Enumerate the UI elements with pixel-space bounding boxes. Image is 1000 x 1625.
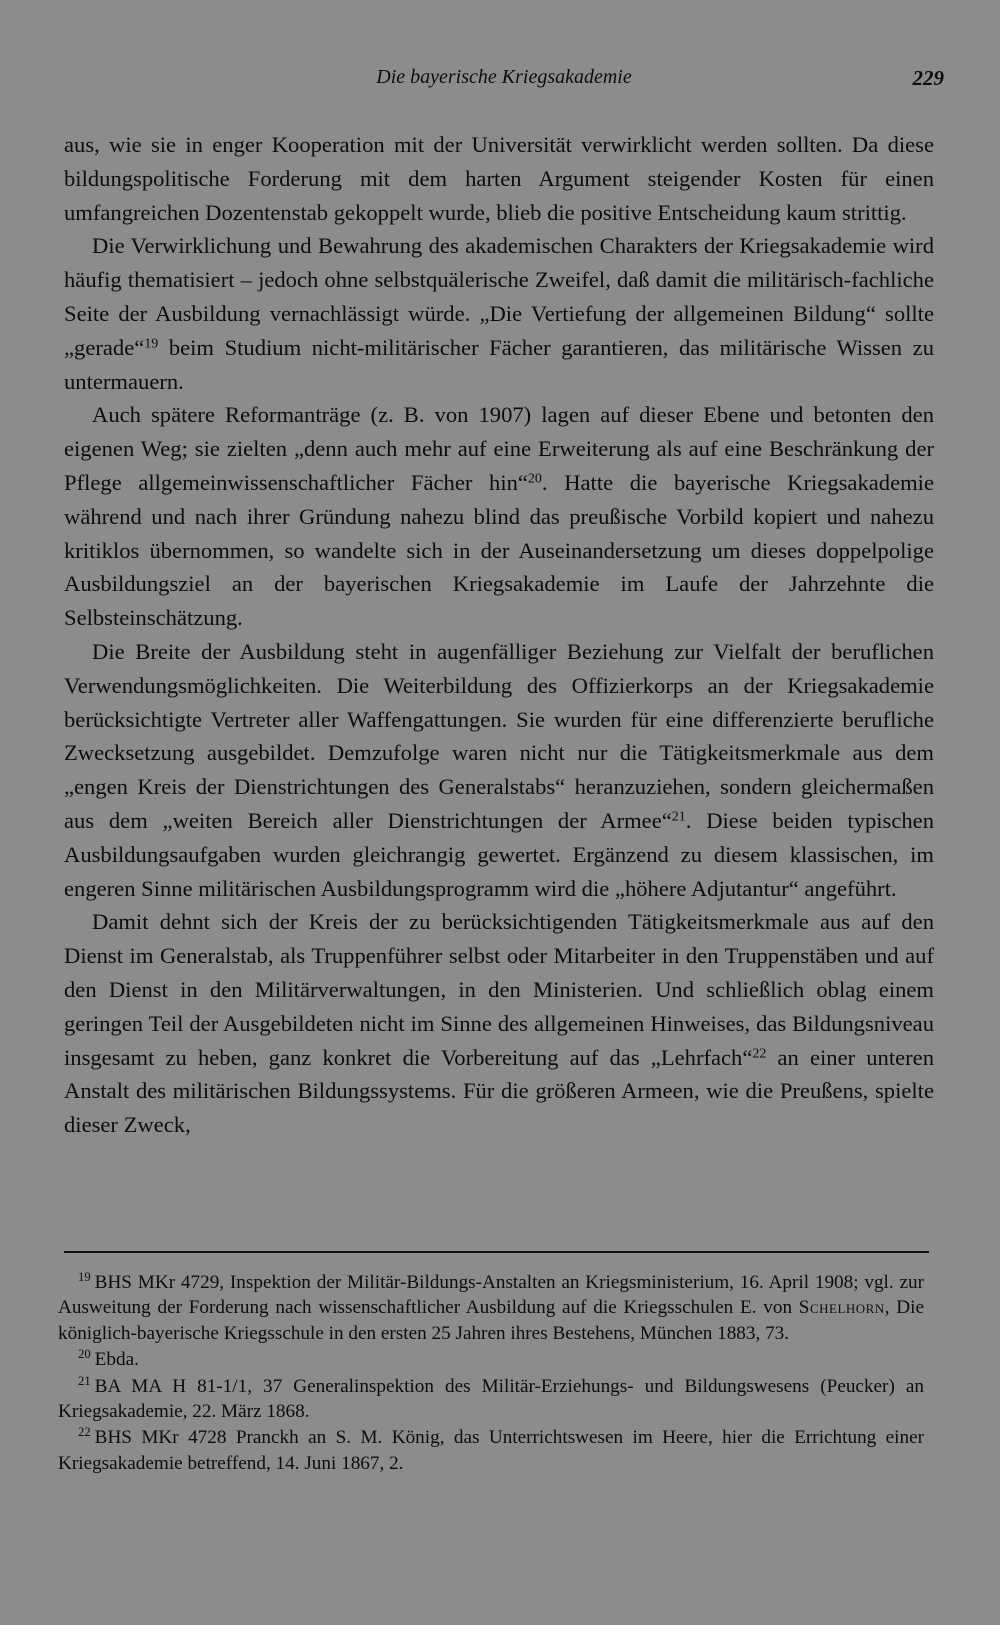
text-run: , Die königlich-bayerische Kriegsschule in den ersten 25 Jahren ihres Bestehens, München 1883, 73. bbox=[58, 1297, 924, 1344]
text-run: . Hatte die bayerische Kriegsakademie während und nach ihrer Gründung nahezu blind das preußische Vorbild kopiert und nahezu kritiklos übernommen, so wandelte sich in der Auseinandersetzung um dieses doppelpolige Ausbildungsziel an der bayerischen Kriegsakademie im Laufe der Jahrzehnte die Selbsteinschätzung. bbox=[64, 469, 934, 631]
paragraph bbox=[64, 398, 934, 635]
footnote-number: 19 bbox=[78, 1270, 91, 1285]
running-header bbox=[64, 62, 944, 96]
running-title: Die bayerische Kriegsakademie bbox=[376, 66, 632, 88]
footnote-reference: 20 bbox=[527, 471, 542, 487]
footnote-number: 21 bbox=[78, 1373, 91, 1388]
main-text bbox=[64, 128, 934, 1142]
text-run: BHS MKr 4729, Inspektion der Militär-Bildungs-Anstalten an Kriegsministerium, 16. April 1908; vgl. zur Ausweitung der Forderung nach wissenschaftlicher Ausbildung auf die Kriegsschulen E. von bbox=[58, 1272, 924, 1319]
footnote-separator bbox=[64, 1251, 929, 1253]
text-run: Die Verwirklichung und Bewahrung des akademischen Charakters der Kriegsakademie wird häufig thematisiert – jedoch ohne selbstquälerische Zweifel, daß damit die militärisch-fachliche Seite der Ausbildung vernachlässigt würde. „Die Vertiefung der allgemeinen Bildung“ sollte „gerade“ bbox=[64, 233, 934, 360]
footnote-number: 20 bbox=[78, 1347, 91, 1362]
text-run: Ebda. bbox=[94, 1349, 139, 1371]
footnote-reference: 21 bbox=[671, 809, 686, 825]
text-run: Die Breite der Ausbildung steht in augenfälliger Beziehung zur Vielfalt der beruflichen Verwendungsmöglichkeiten. Die Weiterbildung des Offizierkorps an der Kriegsakademie berücksichtigte Vertreter aller Waffengattungen. Sie wurden für eine differenzierte berufliche Zwecksetzung ausgebildet. Demzufolge waren nicht nur die Tätigkeitsmerkmale aus dem „engen Kreis der Dienstrichtungen des Generalstabs“ heranzuziehen, sondern gleichermaßen aus dem „weiten Bereich aller Dienstrichtungen der Armee“ bbox=[64, 638, 934, 833]
paragraph bbox=[64, 635, 934, 905]
page-number: 229 bbox=[912, 66, 944, 90]
text-run: aus, wie sie in enger Kooperation mit der Universität verwirklicht werden sollten. Da diese bildungspolitische Forderung mit dem harten Argument steigender Kosten für einen umfangreichen Dozentenstab gekoppelt wurde, blieb die positive Entscheidung kaum strittig. bbox=[64, 132, 934, 225]
author-name: Schelhorn bbox=[798, 1297, 885, 1319]
text-run: Damit dehnt sich der Kreis der zu berücksichtigenden Tätigkeitsmerkmale aus auf den Dienst im Generalstab, als Truppenführer selbst oder Mitarbeiter in den Truppenstäben und auf den Dienst in den Militärverwaltungen, in den Ministerien. Und schließlich oblag einem geringen Teil der Ausgebildeten nicht im Sinne des allgemeinen Hinweises, das Bildungsniveau insgesamt zu heben, ganz konkret die Vorbereitung auf das „Lehrfach“ bbox=[64, 909, 934, 1070]
footnote bbox=[58, 1347, 924, 1372]
text-run: an einer unteren Anstalt des militärischen Bildungssystems. Für die größeren Armeen, wie die Preußens, spielte dieser Zweck, bbox=[64, 1044, 934, 1138]
text-run: BHS MKr 4728 Pranckh an S. M. König, das Unterrichtswesen im Heere, hier die Errichtung einer Kriegsakademie betreffend, 14. Juni 1867, 2. bbox=[58, 1427, 924, 1474]
footnote bbox=[58, 1374, 924, 1425]
footnote bbox=[58, 1270, 924, 1346]
text-run: BA MA H 81-1/1, 37 Generalinspektion des Militär-Erziehungs- und Bildungswesens (Peucker) an Kriegsakademie, 22. März 1868. bbox=[58, 1375, 924, 1423]
text-run: beim Studium nicht-militärischer Fächer garantieren, das militärische Wissen zu untermauern. bbox=[64, 334, 934, 394]
paragraph bbox=[64, 905, 934, 1142]
paragraph bbox=[64, 128, 934, 229]
footnote-reference: 19 bbox=[144, 336, 159, 352]
paragraph bbox=[64, 229, 934, 398]
footnote bbox=[58, 1425, 924, 1476]
text-run: Auch spätere Reformanträge (z. B. von 1907) lagen auf dieser Ebene und betonten den eigenen Weg; sie zielten „denn auch mehr auf eine Erweiterung als auf eine Beschränkung der Pflege allgemeinwissenschaftlicher Fächer hin“ bbox=[64, 402, 934, 495]
footnote-number: 22 bbox=[78, 1425, 91, 1440]
text-run: . Diese beiden typischen Ausbildungsaufgaben wurden gleichrangig gewertet. Ergänzend zu diesem klassischen, im engeren Sinne militärischen Ausbildungsprogramm wird die „höhere Adjutantur“ angeführt. bbox=[64, 807, 935, 901]
footnotes bbox=[58, 1270, 924, 1477]
footnote-reference: 22 bbox=[752, 1045, 767, 1061]
